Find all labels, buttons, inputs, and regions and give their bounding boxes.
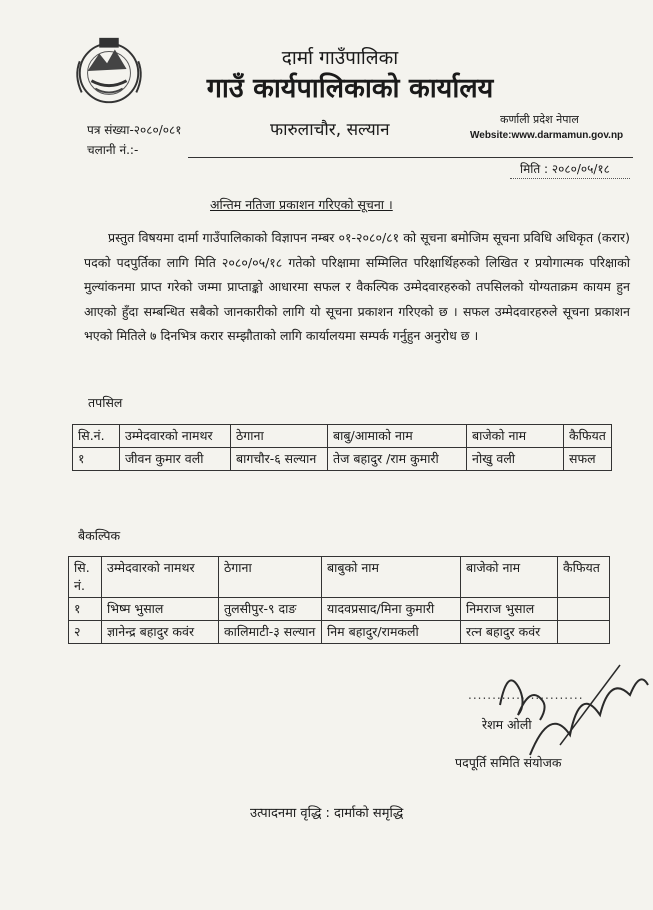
table-header-row [73,425,612,448]
signatory-title: पदपूर्ति समिति संयोजक [455,755,562,770]
table-header-cell: बाजेको नाम [467,425,564,448]
table-cell: १ [73,448,120,471]
table-header-cell: बाबुको नाम [322,557,461,598]
table-row [69,621,610,644]
table-cell: यादवप्रसाद/मिना कुमारी [322,598,461,621]
table-header-row [69,557,610,598]
notice-body: प्रस्तुत विषयमा दार्मा गाउँपालिकाको विज्ञापन नम्बर ०१-२०८०/८१ को सूचना बमोजिम सूचना प्रविधि अधिकृत (करार) पदको पदपुर्तिका लागि मिति २०८०/०५/१८ गतेको परिक्षामा सम्मिलित परिक्षार्थिहरुको लिखित र प्रयोगात्मक परिक्षाको मुल्यांकनमा प्राप्त गरेको जम्मा प्राप्ताङ्को आधारमा सफल र वैकल्पिक उम्मेदवारहरुको तपसिलको योग्यताक्रम कायम हुन आएको हुँदा सम्बन्धित सबैको जानकारीको लागि यो सूचना प्रकाशन गरिएको छ । सफल उम्मेदवारहरुले सूचना प्रकाशन भएको मितिले ७ दिनभित्र करार सम्झौताको लागि कार्यालयमा सम्पर्क गर्नुहुन अनुरोध छ । [84,230,630,343]
successful-table [72,424,612,471]
notice-title: अन्तिम नतिजा प्रकाशन गरिएको सूचना । [210,197,393,212]
table-cell: निमराज भुसाल [461,598,558,621]
website-link: Website:www.darmamun.gov.np [470,130,624,141]
table-cell: बागचौर-६ सल्यान [231,448,328,471]
table-cell: १ [69,598,102,621]
table-row [73,448,612,471]
table-cell: कालिमाटी-३ सल्यान [219,621,322,644]
header-divider [188,157,633,158]
reference-block [87,120,182,160]
table-cell [558,598,610,621]
table-cell: तेज बहादुर /राम कुमारी [328,448,467,471]
alternate-section-label: बैकल्पिक [78,528,121,543]
table-row [69,598,610,621]
table-cell: तुलसीपुर-९ दाङ [219,598,322,621]
table-cell [558,621,610,644]
letter-date: मिति : २०८०/०५/१८ [520,162,610,176]
table-header-cell: सि. नं. [69,557,102,598]
table-cell: २ [69,621,102,644]
successful-section-label: तपसिल [88,395,123,410]
table-cell: ज्ञानेन्द्र बहादुर कवंर [102,621,219,644]
table-header-cell: उम्मेदवारको नामथर [102,557,219,598]
table-header-cell: उम्मेदवारको नामथर [120,425,231,448]
municipality-name: दार्मा गाउँपालिका [281,47,399,69]
table-header-cell: बाबु/आमाको नाम [328,425,467,448]
table-header-cell: ठेगाना [219,557,322,598]
table-header-cell: बाजेको नाम [461,557,558,598]
footer-slogan: उत्पादनमा वृद्धि : दार्माको समृद्धि [250,806,404,821]
office-name: गाउँ कार्यपालिकाको कार्यालय [206,73,494,104]
alternate-table [68,556,610,644]
table-header-cell: कैफियत [564,425,612,448]
signature-line: ........................ [468,688,584,702]
table-cell: सफल [564,448,612,471]
table-cell: नोखु वली [467,448,564,471]
nepal-emblem-icon [70,32,148,110]
signatory-name: रेशम ओली [482,717,532,732]
table-cell: जीवन कुमार वली [120,448,231,471]
province-name: कर्णाली प्रदेश नेपाल [500,113,579,126]
dispatch-number: चलानी नं.:- [87,143,139,157]
table-cell: भिष्म भुसाल [102,598,219,621]
table-header-cell: कैफियत [558,557,610,598]
letter-number: पत्र संख्या-२०८०/०८१ [87,123,182,137]
table-header-cell: सि.नं. [73,425,120,448]
date-underline [510,178,630,179]
table-header-cell: ठेगाना [231,425,328,448]
table-cell: निम बहादुर/रामकली [322,621,461,644]
office-location: फारुलाचौर, सल्यान [270,120,390,140]
table-cell: रत्न बहादुर कवंर [461,621,558,644]
